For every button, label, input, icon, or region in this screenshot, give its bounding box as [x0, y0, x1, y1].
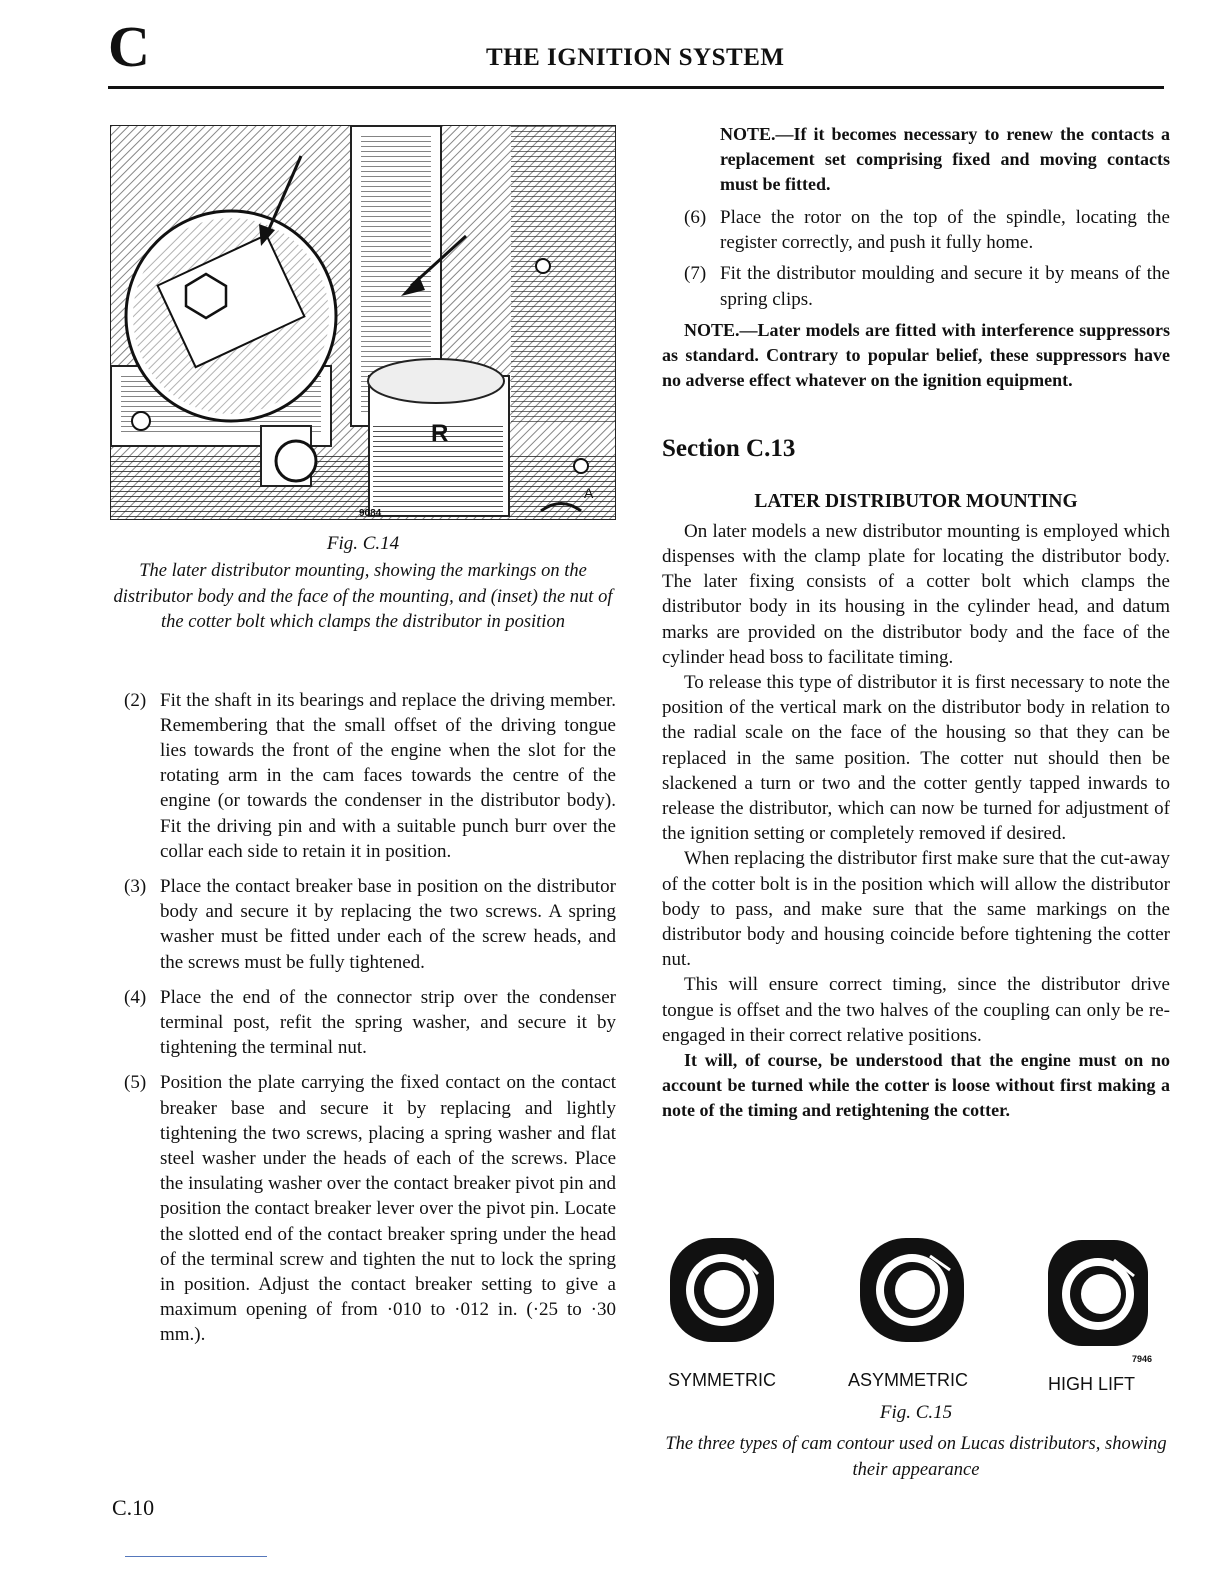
list-item: (6) Place the rotor on the top of the spindle, locating the register correctly, and push it fully home. [684, 207, 1170, 254]
procedure-list-left [110, 688, 616, 1348]
figure-label-r: R [431, 420, 449, 447]
left-column [110, 533, 616, 1358]
figure-c15-caption: The three types of cam contour used on Lucas distributors, showing their appearance [665, 1434, 1167, 1480]
chapter-letter: C [108, 14, 150, 79]
paragraph: On later models a new distributor mounting is employed which dispenses with the clamp plate for locating the distributor body. The later fixing consists of a cotter bolt which clamps the distributor body in its housing in the cylinder head, and datum marks are provided on the distributor body and the face of the cylinder head boss to facilitate timing. [662, 520, 1170, 668]
figure-c15-illustration [662, 1234, 1170, 1406]
list-item: (4) Place the end of the connector strip over the condenser terminal post, refit the spring washer, and secure it by tightening the terminal nut. [124, 986, 616, 1059]
figure-c14-caption: The later distributor mounting, showing the markings on the distributor body and the face of the mounting, and (inset) the nut of the cotter bolt which clamps the distributor in position [113, 561, 613, 632]
note-contacts: NOTE.—If it becomes necessary to renew the contacts a replacement set comprising fixed and moving contacts must be fitted. [720, 124, 1170, 194]
header-rule [108, 86, 1164, 89]
list-item: (2) Fit the shaft in its bearings and replace the driving member. Remembering that the small offset of the driving tongue lies towards the front of the engine when the slot for the rotating arm in the cam faces towards the centre of the engine (or towards the condenser in the distributor body). Fit the driving pin and with a suitable punch burr over the collar each side to retain it in position. [124, 689, 616, 862]
figure-c14-illustration [110, 125, 616, 520]
cam-label-symmetric: SYMMETRIC [668, 1370, 776, 1390]
section-subheading: LATER DISTRIBUTOR MOUNTING [754, 490, 1078, 512]
list-item: (3) Place the contact breaker base in position on the distributor body and secure it by replacing the two screws. A spring washer must be fitted under each of the screw heads, and the screws must be fully tightened. [124, 875, 616, 973]
note-suppressors: NOTE.—Later models are fitted with interference suppressors as standard. Contrary to popular belief, these suppressors have no adverse effect whatever on the ignition equipment. [662, 319, 1170, 390]
asymmetric-cam-icon [856, 1234, 968, 1346]
right-column [662, 122, 1170, 1123]
figure-c14-title: Fig. C.14 [326, 533, 400, 554]
figure-c15-code: 7946 [1132, 1354, 1153, 1364]
cam-label-high-lift: HIGH LIFT [1048, 1374, 1136, 1394]
list-item: (7) Fit the distributor moulding and secure it by means of the spring clips. [684, 263, 1170, 310]
paragraph: This will ensure correct timing, since the distributor drive tongue is offset and the two halves of the coupling can only be re-engaged in their correct relative positions. [662, 974, 1170, 1046]
paragraph: When replacing the distributor first make sure that the cut-away of the cotter bolt is in the position which will allow the distributor body to pass, and make sure that the same markings on the distributor body and housing coincide before tightening the cotter nut. [662, 848, 1170, 971]
list-item: (5) Position the plate carrying the fixed contact on the contact breaker base and secure it by replacing and lightly tightening the two screws, placing a spring washer and flat steel washer under the heads of each of the screws. Place the insulating washer over the contact breaker pivot pin and position the contact breaker lever over the pivot pin. Locate the slotted end of the contact breaker spring under the head of the terminal screw and tighten the nut to lock the spring in position. Adjust the contact breaker setting to give a maximum opening of from ·010 to ·012 in. (·25 to ·30 mm.). [124, 1072, 616, 1346]
symmetric-cam-icon [666, 1234, 778, 1346]
figure-label-a: A [584, 485, 594, 501]
page-title: THE IGNITION SYSTEM [486, 44, 785, 71]
cam-label-asymmetric: ASYMMETRIC [848, 1370, 969, 1390]
figure-c15-title: Fig. C.15 [879, 1402, 953, 1423]
section-title: Section C.13 [662, 434, 796, 462]
page-number: C.10 [112, 1495, 155, 1520]
warning-paragraph: It will, of course, be understood that the engine must on no account be turned while the cotter is loose without first making a note of the timing and retightening the cotter. [662, 1050, 1170, 1121]
paragraph: To release this type of distributor it is first necessary to note the position of the vertical mark on the distributor body in relation to the radial scale on the face of the housing so that they can be replaced in the same position. The cotter nut should then be slackened a turn or two and the cotter gently tapped inwards to release the distributor, which can now be turned for adjustment of the ignition setting or completely removed if desired. [662, 672, 1170, 845]
footer-rule [125, 1556, 267, 1557]
high-lift-cam-icon [1042, 1236, 1154, 1348]
figure-code: 9084 [359, 508, 382, 519]
